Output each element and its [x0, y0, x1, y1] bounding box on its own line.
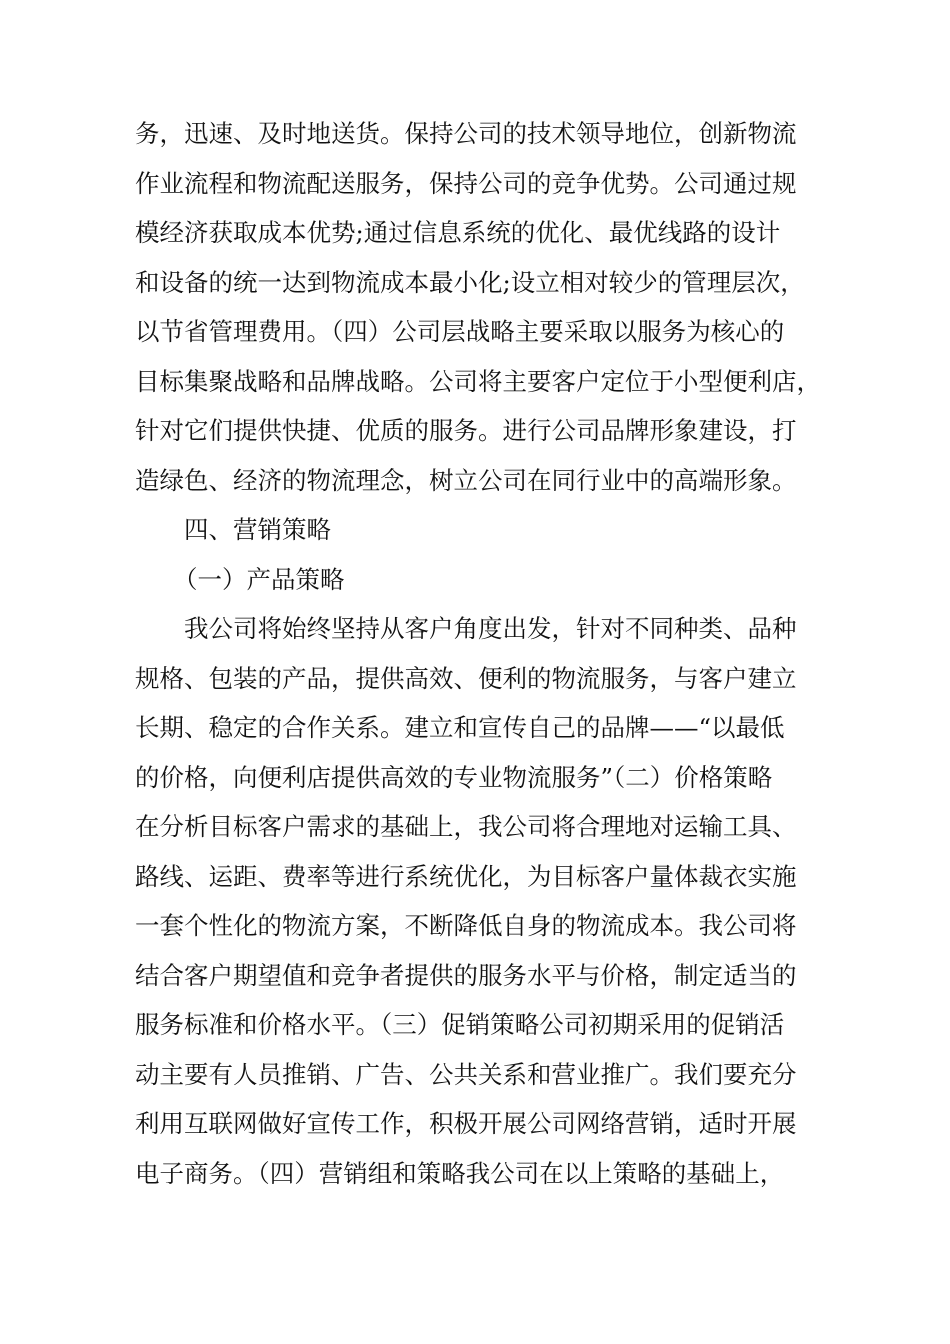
text-line: 的价格，向便利店提供高效的专业物流服务”（二）价格策略	[135, 762, 773, 792]
text-line: 作业流程和物流配送服务，保持公司的竞争优势。公司通过规	[135, 168, 797, 198]
text-line: 电子商务。（四）营销组和策略我公司在以上策略的基础上，	[135, 1158, 785, 1188]
text-line: 结合客户期望值和竞争者提供的服务水平与价格，制定适当的	[135, 960, 797, 990]
text-line: 路线、运距、费率等进行系统优化，为目标客户量体裁衣实施	[135, 861, 797, 891]
text-line: 和设备的统一达到物流成本最小化;设立相对较少的管理层次，	[135, 267, 805, 297]
text-line: 造绿色、经济的物流理念，树立公司在同行业中的高端形象。	[135, 465, 797, 495]
subsection-heading: （一）产品策略	[173, 564, 345, 594]
text-line: 以节省管理费用。（四）公司层战略主要采取以服务为核心的	[135, 317, 785, 346]
text-line: 动主要有人员推销、广告、公共关系和营业推广。我们要充分	[135, 1059, 797, 1089]
section-heading: 四、营销策略	[184, 515, 331, 544]
text-line: 务，迅速、及时地送货。保持公司的技术领导地位，创新物流	[135, 119, 797, 148]
text-line: 模经济获取成本优势;通过信息系统的优化、最优线路的设计	[135, 218, 781, 247]
text-line: 在分析目标客户需求的基础上，我公司将合理地对运输工具、	[135, 812, 797, 841]
text-line: 规格、包装的产品，提供高效、便利的物流服务，与客户建立	[135, 663, 797, 693]
text-line: 长期、稳定的合作关系。建立和宣传自己的品牌——“以最低	[135, 713, 785, 742]
text-line: 针对它们提供快捷、优质的服务。进行公司品牌形象建设，打	[135, 416, 797, 445]
body-text	[135, 109, 835, 1198]
text-line: 我公司将始终坚持从客户角度出发，针对不同种类、品种	[184, 614, 797, 643]
text-line: 服务标准和价格水平。（三）促销策略公司初期采用的促销活	[135, 1010, 785, 1039]
text-line: 一套个性化的物流方案，不断降低自身的物流成本。我公司将	[135, 911, 797, 940]
text-line: 利用互联网做好宣传工作，积极开展公司网络营销，适时开展	[135, 1109, 797, 1138]
text-line: 目标集聚战略和品牌战略。公司将主要客户定位于小型便利店，	[135, 366, 821, 396]
